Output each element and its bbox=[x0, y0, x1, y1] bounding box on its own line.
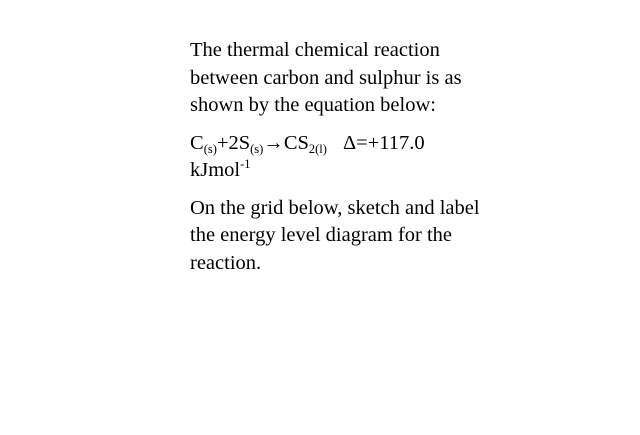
carbon-state: (s) bbox=[203, 141, 217, 156]
carbon-symbol: C bbox=[190, 131, 204, 154]
product-subscript: 2(l) bbox=[308, 141, 327, 156]
enthalpy-unit: kJmol bbox=[190, 159, 241, 181]
product-symbol: CS bbox=[283, 131, 309, 154]
question-text bbox=[190, 37, 490, 287]
enthalpy-unit-exponent: -1 bbox=[240, 157, 251, 171]
thermochemical-equation bbox=[190, 130, 490, 185]
question-intro: The thermal chemical reaction between carbon and sulphur is as shown by the equation below: bbox=[190, 39, 462, 116]
question-instruction: On the grid below, sketch and label the energy level diagram for the reaction. bbox=[190, 196, 480, 274]
reaction-arrow: → bbox=[263, 131, 284, 154]
sulphur-state: (s) bbox=[250, 141, 264, 156]
enthalpy-change: Δ=+117.0 bbox=[342, 131, 425, 154]
sulphur-term: +2S bbox=[216, 131, 251, 154]
